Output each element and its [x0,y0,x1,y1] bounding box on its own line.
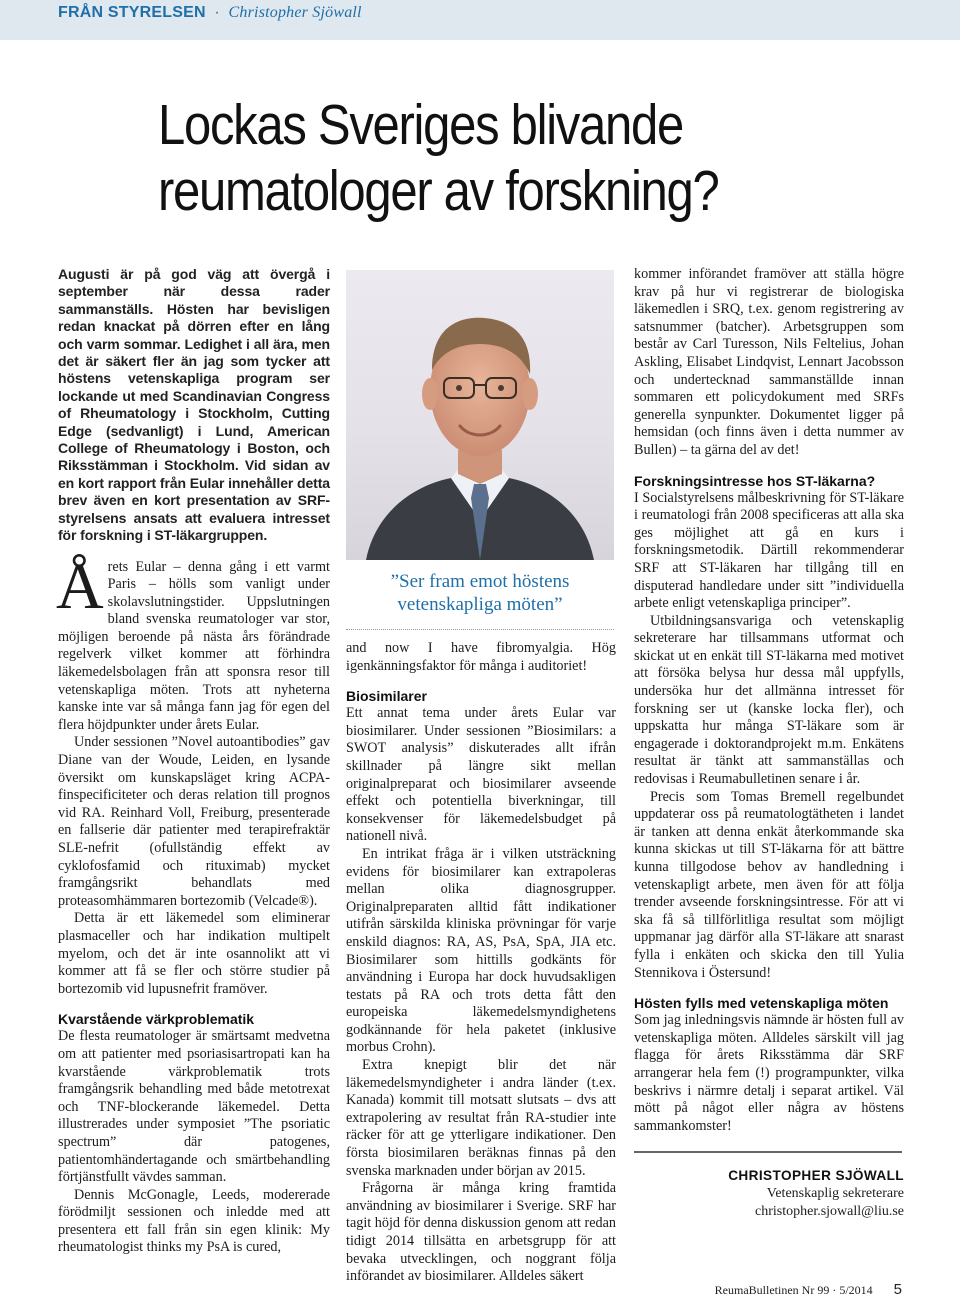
issue-label: ReumaBulletinen Nr 99 · 5/2014 [714,1283,873,1297]
column-2 [346,266,616,1286]
subheading-kvarstaende: Kvarstående värkproblematik [58,1011,255,1028]
body-paragraph: Under sessionen ”Novel autoantibodies” gav Diane van der Woude, Leiden, en lysande översikt om kunskapsläget kring ACPA-finspecificiteter och deras relation till prognos vid RA. Reinhard Voll, Freiburg, presenterade en fallserie där patienter med terapirefraktär SLE-nefrit (ofullständig effekt av cyklofosfamid och rituximab) mycket framgångsrikt behandlats med proteasomhämmaren bortezomib (Velcade®). [58,734,330,909]
pull-quote [346,560,614,622]
header-author: Christopher Sjöwall [228,4,362,21]
subheading-forskningsintresse: Forskningsintresse hos ST-läkarna? [634,472,876,489]
subheading-biosimilarer: Biosimilarer [346,688,427,705]
signature-name: CHRISTOPHER SJÖWALL [728,1168,904,1184]
body-paragraph: and now I have fibromyalgia. Hög igenkänningsfaktor för många i auditoriet! [346,640,616,674]
first-body-paragraph [56,549,330,735]
page-number: 5 [893,1281,902,1298]
body-paragraph: Frågorna är många kring framtida användning av biosimilarer i Sverige. SRF har tagit höjd för denna diskussion genom att redan tidigt 2014 tillsätta en arbetsgrupp för att bevaka utvecklingen, och noggrant följa införandet av biosimilarer. Alldeles säkert [346,1180,616,1285]
author-portrait-photo [346,270,614,560]
signature-block [634,1167,904,1221]
body-paragraph: I Socialstyrelsens målbeskrivning för ST-läkare i reumatologi från 2008 specificeras att alla ska ges möjlighet att gå en kurs i forskningsmetodik. Därtill rekommenderar SRF att ST-läkaren har tillgång till en disputerad handledare under sitt ”individuella arbete enligt vetenskapliga principer”. [634,489,904,612]
portrait-illustration [346,270,614,560]
section-header [58,4,362,22]
body-paragraph: Dennis McGonagle, Leeds, modererade förödmiljt sessionen och inledde med att presentera ett fall från sin egen klinik: My rheumatologist thinks my PsA is cured, [58,1186,330,1256]
pull-quote-divider [346,629,614,630]
body-paragraph: Utbildningsansvariga och vetenskaplig sekreterare har tillsammans utformat och skickat ut en enkät till ST-läkarna med motivet att försöka belysa hur dessa mål uppfylls, undersöka hur det allmänna intresset för forskning ser ut (kanske locka fler), och uppskatta hur många ST-läkare som är engagerade i doktorandprojekt m.m. Enkätens resultat är tänkt att sammanställas och redovisas i Reumabulletinen senare i år. [634,612,904,788]
body-paragraph: Detta är ett läkemedel som eliminerar plasmaceller och har indikation multipelt myelom, och det är inte osannolikt att vi kommer att få se fler och större studier på bortezomib vid lupusnefrit framöver. [58,910,330,997]
section-name: FRÅN STYRELSEN [58,4,206,21]
pull-quote-text: ”Ser fram emot höstens vetenskapliga möten” [390,571,570,615]
body-paragraph: Precis som Tomas Bremell regelbundet uppdaterar oss på reumatologtätheten i landet är tanken att denna enkät återkommande ska kunna skickas ut till ST-läkarna för att bättre kunna tillgodose behov av handledning i vetenskapligt arbete, men även för att följa trender avseende forskningsintresse. För att vi ska få så tillförlitliga resultat som möjligt uppmanar jag därför alla ST-läkare att snarast fylla i enkäten och skicka den till Yulia Stennikova i Östersund! [634,788,904,981]
signature-email: christopher.sjowall@liu.se [755,1204,904,1220]
column-1 [58,266,330,1257]
signature-role: Vetenskaplig sekreterare [766,1186,904,1202]
header-separator: · [214,4,220,21]
lead-paragraph: Augusti är på god väg att övergå i september när dessa rader sammanställs. Hösten har bevisligen redan knackat på dörren efter en lång och varm sommar. Ledighet i all ära, men det är säkert fler än jag som tycker att höstens vetenskapliga program ser lockande ut med Scandinavian Congress of Rheumatology i Stockholm, Cutting Edge (sedvanligt) i Lund, American College of Rheumatology i Boston, och Riksstämman i Stockholm. Vid sidan av en kort rapport från Eular innehåller detta brev även en kort presentation av SRF-styrelsens ansats att evaluera intresset för forskning i ST-läkargruppen. [58,266,330,544]
article-title-line-1: Lockas Sveriges blivande [158,93,683,157]
body-paragraph: En intrikat fråga är i vilken utsträckning evidens för biosimilarer kan extrapoleras mellan olika diagnosgrupper. Originalpreparaten alltid fått indikationer utifrån särskilda kliniska prövningar för varje enskild diagnos: RA, AS, PsA, SpA, JIA etc. Biosimilarer som hittills godkänts för användning i Europa har dock huvudsakligen testats på RA och trots detta fått den europeiska läkemedelsmyndighetens godkännande för hela paketet (inklusive morbus Crohn). [346,845,616,1056]
body-paragraph: Extra knepigt blir det när läkemedelsmyndigheter i andra länder (t.ex. Kanada) kommit till motsatt slutsats – dvs att extrapolering av resultat från RA-studier inte räcker för att ge ytterligare indikationer. Den första biosimilaren beräknas finnas på den svenska marknaden under början av 2015. [346,1057,616,1179]
column-3 [634,266,904,1221]
signature-divider [634,1151,902,1153]
section-header-band [0,0,960,40]
page-footer [715,1281,902,1298]
subheading-hosten: Hösten fylls med vetenskapliga möten [634,995,889,1012]
article-title-line-2: reumatologer av forskning? [158,159,719,223]
body-paragraph: Ett annat tema under årets Eular var biosimilarer. Under sessionen ”Biosimilars: a SWOT analysis” diskuterades allt ifrån skillnader på längre sikt mellan originalpreparat och biosimilarer avseende effekt och potentiella biverkningar, till konsekvenser för läkemedelsbudget på nationell nivå. [346,705,616,845]
body-paragraph: De flesta reumatologer är smärtsamt medvetna om att patienter med psoriasisartropati kan ha kvarstående värkproblematik trots framgångsrik behandling med både metotrexat och TNF-blockerande läkemedel. Detta illustrerades under symposiet ”The psoriatic spectrum” där patogenes, patientomhändertagande och smärtbehandling förtjänstfullt vävdes samman. [58,1028,330,1186]
body-paragraph: kommer införandet framöver att ställa högre krav på hur vi registrerar de biologiska läkemedlen i SRQ, t.ex. genom registrering av satsnummer (batcher). Arbetsgruppen som består av Carl Turesson, Nils Feltelius, Johan Askling, Elisabet Lindqvist, Lennart Jacobsson och undertecknad sammanställde innan sommaren ett policydokument med SRFs generella synpunkter. Dokumentet ligger på hemsidan (och finns även i detta nummer av Bullen) – ta gärna del av det! [634,266,904,458]
article-title [158,92,812,224]
body-paragraph: Som jag inledningsvis nämnde är hösten full av vetenskapliga möten. Alldeles särskilt vill jag flagga för årets Riksstämma där SRF arrangerar hela fem (!) programpunkter, vilka beskrivs i närmre detalj i separat artikel. Väl mött på något eller några av höstens sammankomster! [634,1012,904,1134]
body-paragraph: rets Eular – denna gång i ett varmt Paris – hölls som vanligt under skolavslutningstider. Uppslutningen bland svenska reumatologer var stor, möjligen beroende på nästa års förändrade regelverk vilket kommer att förhindra läkemedelsbolagen från att sponsra resor till vetenskapliga möten. Trots att nyheterna kanske inte var så många fann jag för egen del flera höjdpunkter under årets Eular. [58,558,330,733]
drop-cap: Å [56,549,104,623]
